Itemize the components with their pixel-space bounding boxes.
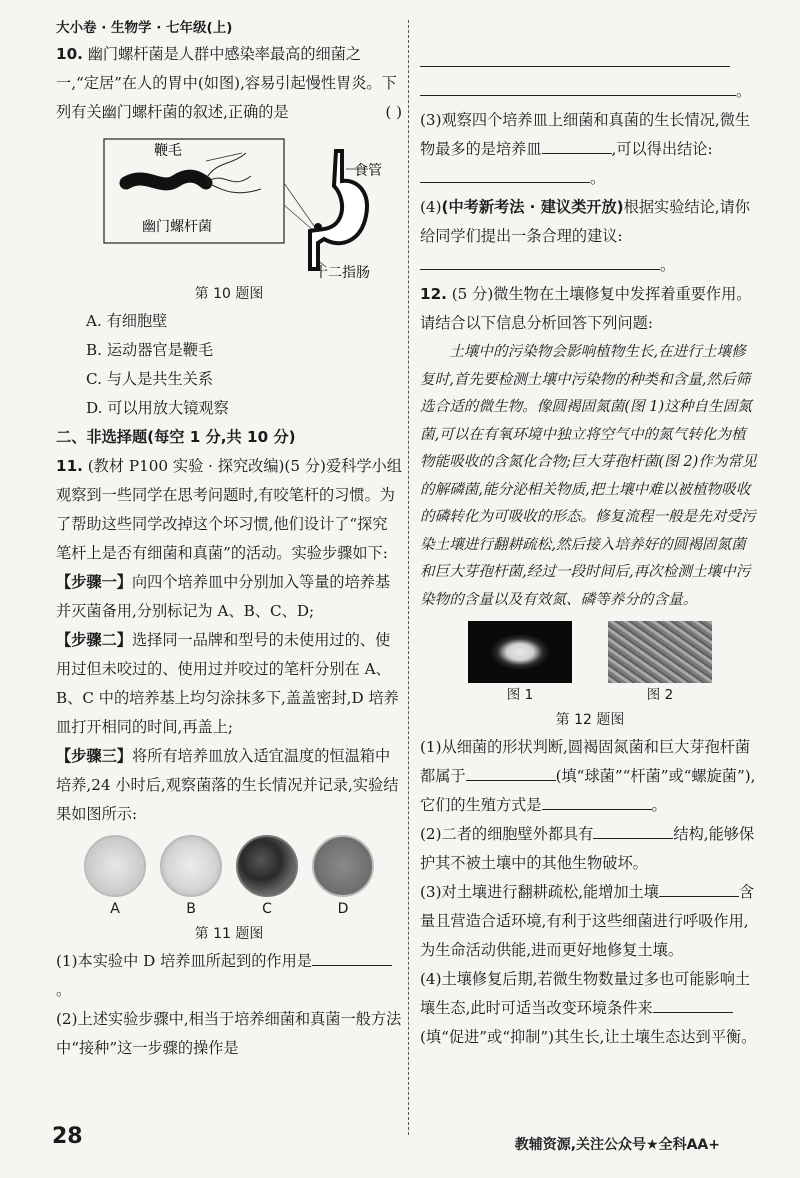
q11-intro-text: (教材 P100 实验 · 探究改编)(5 分)爱科学小组观察到一些同学在思考问题时,有咬笔杆的习惯。为了帮助这些同学改掉这个坏习惯,他们设计了“探究笔杆上是否有细菌和真菌”的活动。实验步骤如下: bbox=[56, 457, 402, 562]
q11-sub3-blank-1[interactable] bbox=[542, 135, 612, 154]
q11-sub3-blank-2[interactable] bbox=[420, 164, 590, 183]
q11-sub1-text: (1)本实验中 D 培养皿所起到的作用是 bbox=[56, 952, 312, 970]
step1-text: 向四个培养皿中分别加入等量的培养基并灭菌备用,分别标记为 A、B、C、D; bbox=[56, 573, 391, 620]
q11-sub4-blank[interactable] bbox=[420, 251, 660, 270]
q12-intro bbox=[420, 280, 760, 338]
fig1-label: 图 1 bbox=[506, 687, 534, 703]
q11-sub3-text-a: (3)观察四个培养皿上细菌和真菌的生长情况,微生物最多的是培养皿 bbox=[420, 111, 751, 158]
plate-a-image bbox=[84, 835, 146, 897]
dish-b-label: B bbox=[186, 901, 196, 917]
q12-sub1-text-b: (填“球菌”“杆菌”或“螺旋菌”),它们的生殖方式是 bbox=[420, 767, 756, 814]
q11-sub4-end: 。 bbox=[660, 256, 676, 274]
q11-sub2-end: 。 bbox=[736, 82, 752, 100]
q12-figure bbox=[420, 621, 760, 707]
dish-d bbox=[312, 835, 374, 921]
column-divider bbox=[408, 20, 409, 1135]
footer-note: 教辅资源,关注公众号★全科AA+ bbox=[514, 1137, 720, 1153]
step2-label: 【步骤二】 bbox=[56, 631, 132, 649]
q11-sub4 bbox=[420, 193, 760, 280]
q10-option-a[interactable]: A. 有细胞壁 bbox=[86, 312, 168, 330]
step3-text: 将所有培养皿放入适宜温度的恒温箱中培养,24 小时后,观察菌落的生长情况并记录,实验结果如图所示: bbox=[56, 747, 399, 823]
q12-intro-text: (5 分)微生物在土壤修复中发挥着重要作用。请结合以下信息分析回答下列问题: bbox=[420, 285, 752, 332]
q11-figure bbox=[56, 835, 402, 921]
q12-sub4 bbox=[420, 965, 760, 1052]
duodenum-label: 十二指肠 bbox=[314, 265, 370, 281]
stomach-diagram bbox=[56, 131, 402, 281]
q10-text: 幽门螺杆菌是人群中感染率最高的细菌之一,“定居”在人的胃中(如图),容易引起慢性胃炎。下列有关幽门螺杆菌的叙述,正确的是 bbox=[56, 45, 397, 121]
q10-option-d[interactable]: D. 可以用放大镜观察 bbox=[86, 399, 229, 417]
q12-sub2-text-b: 结构,能够保护其不被土壤中的其他生物破坏。 bbox=[420, 825, 755, 872]
q10-option-b[interactable]: B. 运动器官是鞭毛 bbox=[86, 341, 214, 359]
q11-sub1-end: 。 bbox=[56, 981, 72, 999]
q10-number: 10. bbox=[56, 45, 83, 63]
plate-b-image bbox=[160, 835, 222, 897]
q11-sub4-text: 根据实验结论,请你给同学们提出一条合理的建议: bbox=[420, 198, 750, 245]
dish-d-label: D bbox=[337, 901, 349, 917]
q11-caption: 第 11 题图 bbox=[194, 926, 264, 942]
bacterium-body bbox=[126, 176, 206, 184]
q10-stem bbox=[56, 40, 402, 127]
running-header: 大小卷 · 生物学 · 七年级(上) bbox=[56, 20, 233, 36]
q10-figure bbox=[56, 131, 402, 281]
q11-step3 bbox=[56, 742, 402, 829]
fig2-wrap bbox=[608, 621, 712, 707]
bacillus-megaterium-image bbox=[608, 621, 712, 683]
q12-sub2-blank[interactable] bbox=[593, 820, 673, 839]
q11-intro bbox=[56, 452, 402, 568]
plate-c-image bbox=[236, 835, 298, 897]
q12-sub2 bbox=[420, 820, 760, 878]
flagella-label: 鞭毛 bbox=[154, 143, 182, 159]
q11-sub3-text-b: 可以得出结论: bbox=[616, 140, 713, 158]
q11-sub2-blank-1[interactable] bbox=[420, 48, 730, 67]
left-column bbox=[56, 18, 402, 1063]
q11-step1 bbox=[56, 568, 402, 626]
bacterium-label: 幽门螺杆菌 bbox=[142, 219, 212, 235]
q10-option-c[interactable]: C. 与人是共生关系 bbox=[86, 370, 214, 388]
dish-c-label: C bbox=[262, 901, 272, 917]
step3-label: 【步骤三】 bbox=[56, 747, 132, 765]
plate-d-image bbox=[312, 835, 374, 897]
bacterium-location-dot bbox=[314, 223, 322, 231]
fig1-wrap bbox=[468, 621, 572, 707]
q12-sub3 bbox=[420, 878, 760, 965]
q12-sub4-text-a: (4)土壤修复后期,若微生物数量过多也可能影响土壤生态,此时可适当改变环境条件来 bbox=[420, 970, 751, 1017]
q11-number: 11. bbox=[56, 457, 83, 475]
q11-sub2-answer-line bbox=[420, 48, 760, 77]
dish-a-label: A bbox=[110, 901, 120, 917]
page-number: 28 bbox=[52, 1124, 83, 1149]
q11-sub2-blank-2[interactable] bbox=[420, 77, 736, 96]
step2-text: 选择同一品牌和型号的未使用过的、使用过但未咬过的、使用过并咬过的笔杆分别在 A、B、C 中的培养基上均匀涂抹多下,盖盖密封,D 培养皿打开相同的时间,再盖上; bbox=[56, 631, 399, 736]
q11-sub4-tag: (中考新考法 · 建议类开放) bbox=[441, 198, 624, 216]
q12-sub4-blank[interactable] bbox=[653, 994, 733, 1013]
q12-sub1-blank-2[interactable] bbox=[542, 791, 652, 810]
q10-answer-paren: ( ) bbox=[385, 103, 402, 121]
q12-passage: 土壤中的污染物会影响植物生长,在进行土壤修复时,首先要检测土壤中污染物的种类和含量,然后筛选合适的微生物。像圆褐固氮菌(图 1)这种自生固氮菌,可以在有氧环境中独立将空气中的氮气转化为植物能吸收的含氮化合物;巨大芽孢杆菌(图 2)作为常见的解磷菌,能分泌相关物质,把土壤中难以被植物吸收的磷转化为可吸收的形态。修复流程一般是先对受污染土壤进行翻耕疏松,然后接入培养好的圆褐固氮菌和巨大芽孢杆菌,经过一段时间后,再次检测土壤中污染物的含量以及有效氮、磷等养分的含量。 bbox=[420, 343, 757, 608]
fig2-label: 图 2 bbox=[646, 687, 674, 703]
right-column bbox=[420, 18, 760, 1052]
q12-sub3-text-b: 含量且营造合适环境,有利于这些细菌进行呼吸作用,为生命活动供能,进而更好地修复土壤。 bbox=[420, 883, 755, 959]
section-title: 二、非选择题(每空 1 分,共 10 分) bbox=[56, 428, 296, 446]
q11-sub1 bbox=[56, 947, 402, 1005]
dish-c bbox=[236, 835, 298, 921]
q12-sub1-blank-1[interactable] bbox=[466, 762, 556, 781]
azotobacter-image bbox=[468, 621, 572, 683]
q11-sub2-text: (2)上述实验步骤中,相当于培养细菌和真菌一般方法中“接种”这一步骤的操作是 bbox=[56, 1010, 402, 1057]
q12-sub1-text-a: (1)从细菌的形状判断,圆褐固氮菌和巨大芽孢杆菌都属于 bbox=[420, 738, 751, 785]
q10-caption: 第 10 题图 bbox=[194, 286, 264, 302]
dish-a bbox=[84, 835, 146, 921]
step1-label: 【步骤一】 bbox=[56, 573, 132, 591]
q11-sub3-end: 。 bbox=[590, 169, 606, 187]
q12-sub4-text-b: (填“促进”或“抑制”)其生长,让土壤生态达到平衡。 bbox=[420, 1028, 757, 1046]
q12-sub3-blank[interactable] bbox=[659, 878, 739, 897]
q12-sub1 bbox=[420, 733, 760, 820]
q12-sub2-text-a: (2)二者的细胞壁外都具有 bbox=[420, 825, 594, 843]
q11-sub2 bbox=[56, 1005, 402, 1063]
q12-sub1-end: 。 bbox=[651, 796, 667, 814]
q12-sub3-text-a: (3)对土壤进行翻耕疏松,能增加土壤 bbox=[420, 883, 659, 901]
q11-sub2-answer-line-2 bbox=[420, 77, 760, 106]
dish-b bbox=[160, 835, 222, 921]
esophagus-label: 食管 bbox=[354, 163, 382, 179]
q12-caption: 第 12 题图 bbox=[555, 712, 625, 728]
q12-number: 12. bbox=[420, 285, 447, 303]
q11-sub3: (3)观察四个培养皿上细菌和真菌的生长情况,微生物最多的是培养皿 ,可以得出结论:。 bbox=[420, 111, 751, 187]
q11-sub1-blank[interactable] bbox=[312, 947, 392, 966]
q11-step2 bbox=[56, 626, 402, 742]
q11-sub4-num: (4) bbox=[420, 198, 442, 216]
